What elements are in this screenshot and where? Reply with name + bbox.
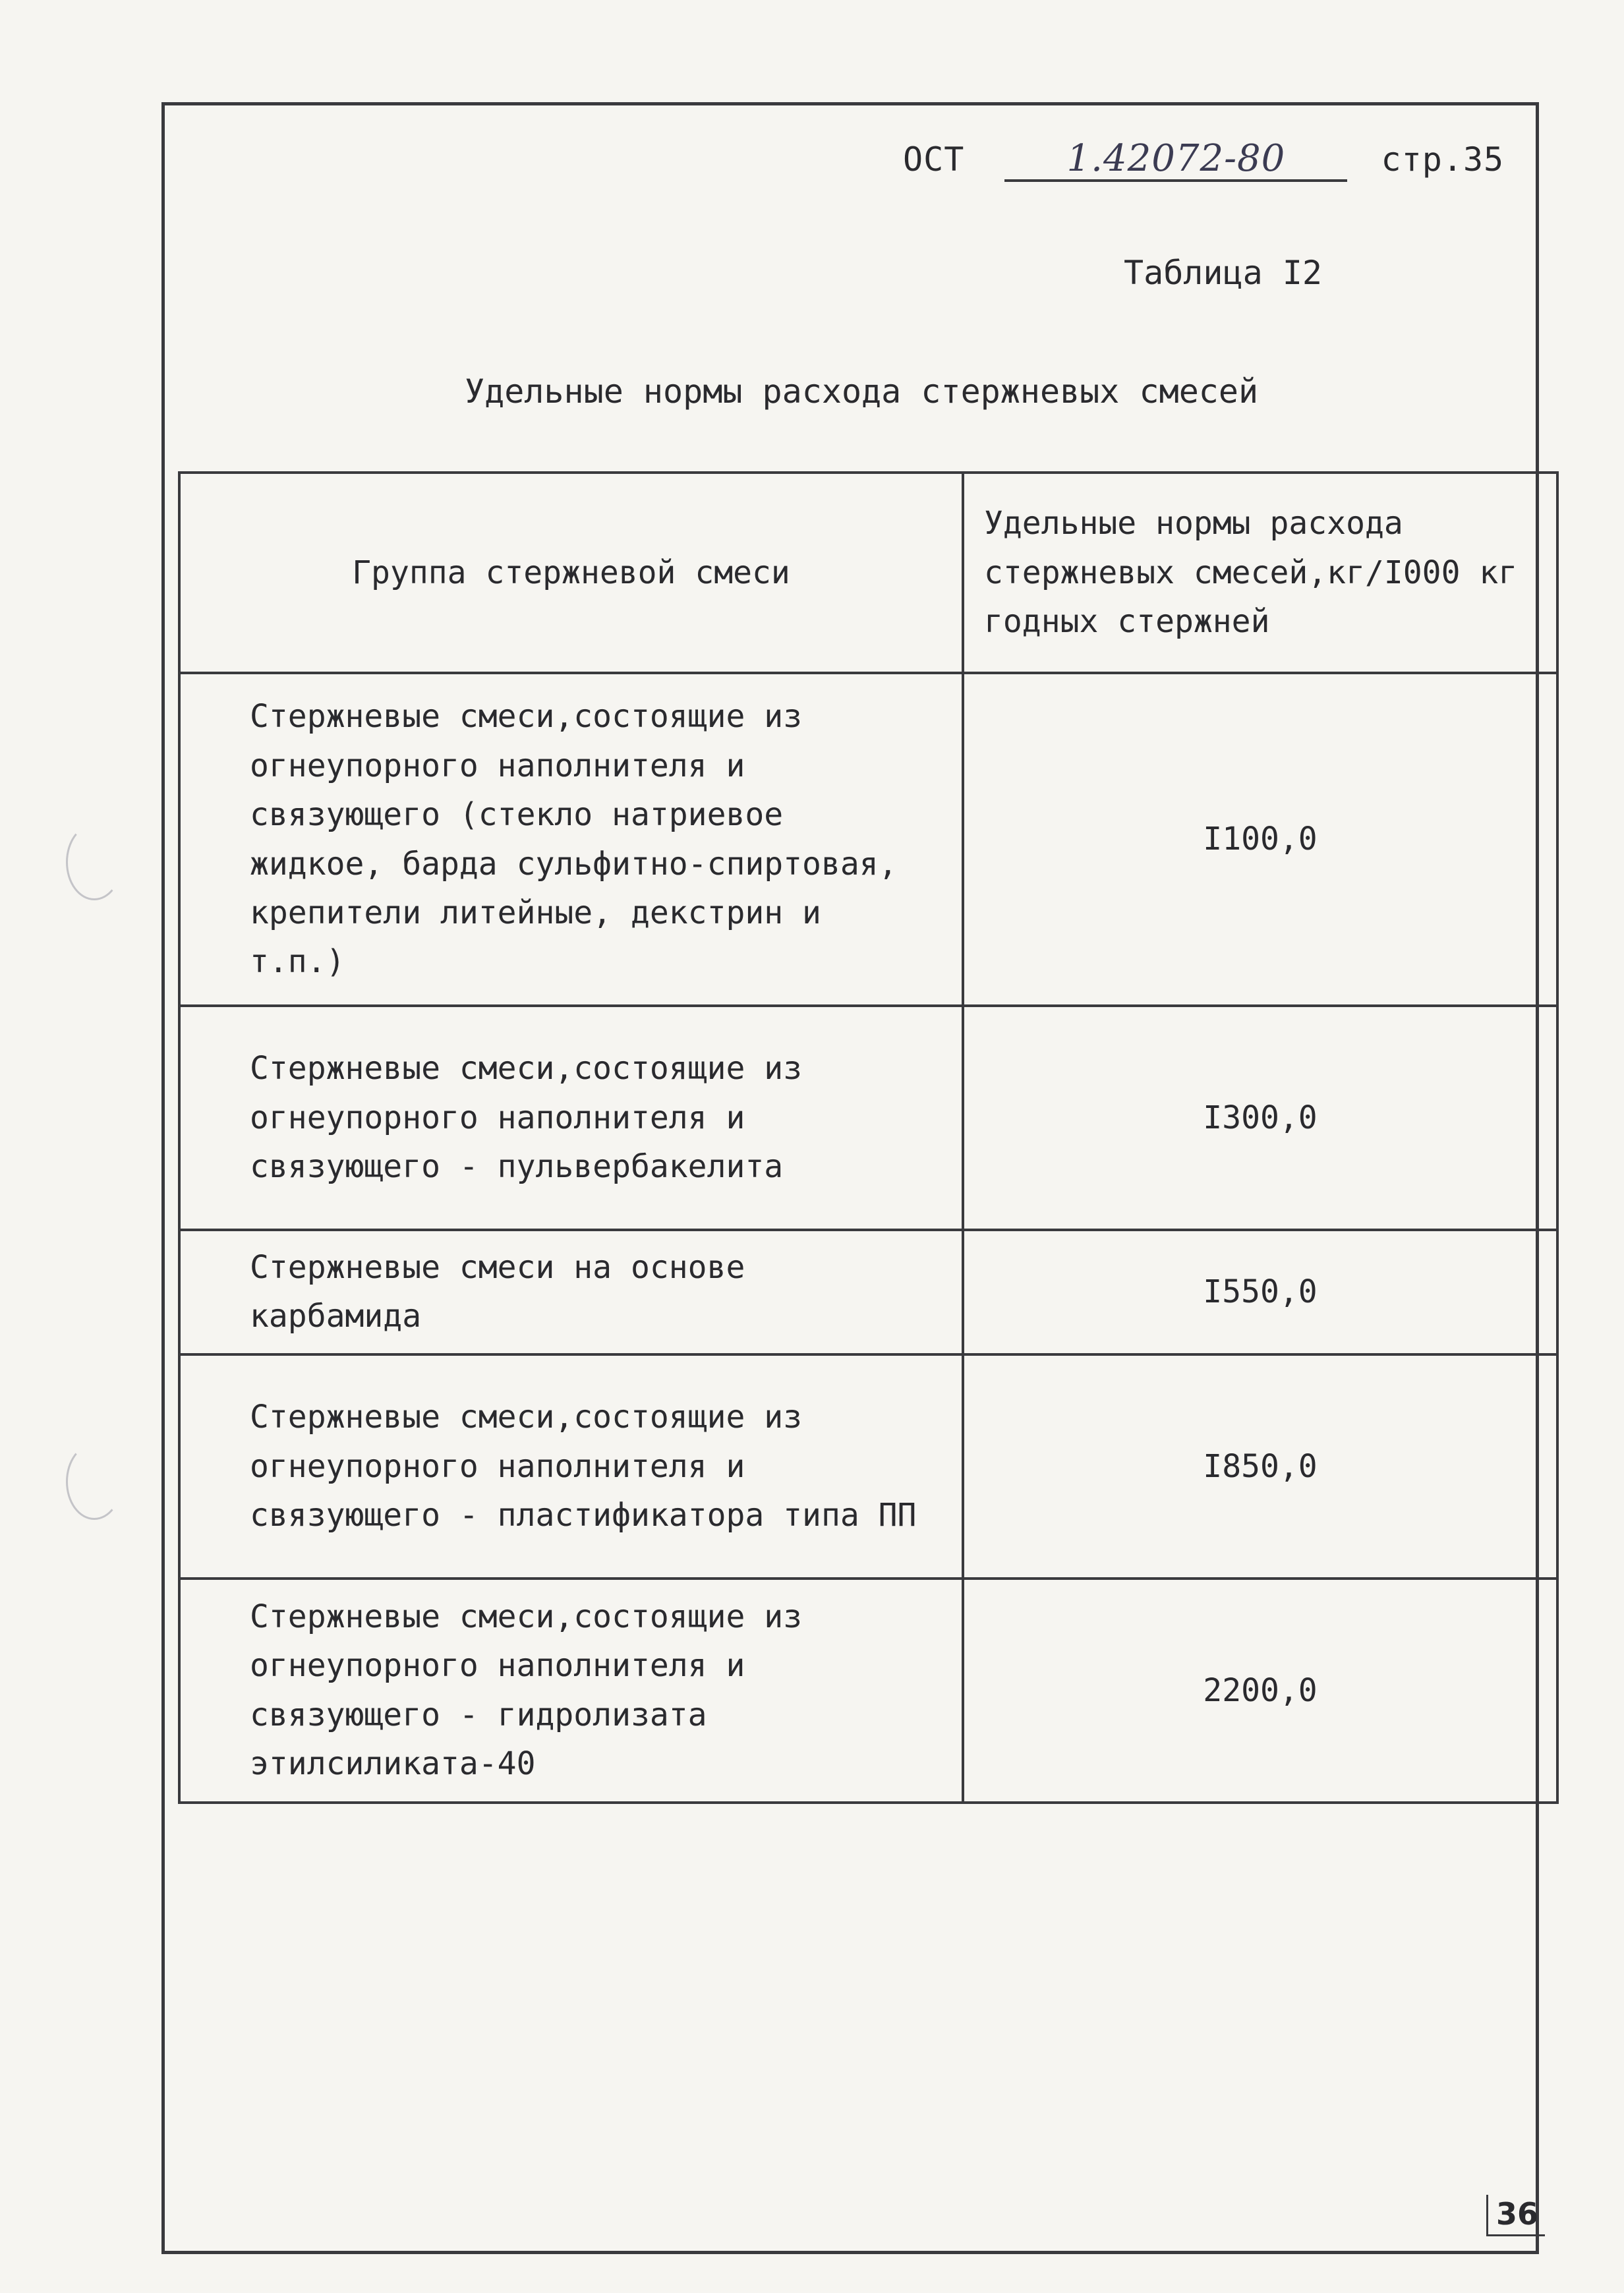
cell-norm: I300,0 (963, 1006, 1557, 1230)
cell-group: Стержневые смеси,состоящие из огнеупорного наполнителя и связующего - пульвербакелита (179, 1006, 963, 1230)
table-label: Таблица I2 (1124, 254, 1323, 292)
ost-label: ОСТ (903, 140, 965, 179)
column-header-group: Группа стержневой смеси (179, 473, 963, 673)
cell-norm: I850,0 (963, 1354, 1557, 1579)
column-header-norm: Удельные нормы расхода стержневых смесей,кг/I000 кг годных стержней (963, 473, 1557, 673)
cell-norm: I550,0 (963, 1230, 1557, 1354)
cell-norm: I100,0 (963, 673, 1557, 1006)
norms-table (178, 471, 1559, 1804)
table-row (179, 673, 1557, 1006)
table-row (179, 1354, 1557, 1579)
document-header (903, 138, 1504, 182)
cell-group: Стержневые смеси,состоящие из огнеупорного наполнителя и связующего - гидролизата этилсиликата-40 (179, 1579, 963, 1803)
binding-hole-mark (66, 824, 123, 900)
cell-group: Стержневые смеси,состоящие из огнеупорного наполнителя и связующего - пластификатора типа ПП (179, 1354, 963, 1579)
ost-number: 1.42072-80 (1004, 138, 1347, 182)
table-title: Удельные нормы расхода стержневых смесей (465, 372, 1259, 411)
cell-group: Стержневые смеси,состоящие из огнеупорного наполнителя и связующего (стекло натриевое жидкое, барда сульфитно-спиртовая, крепители литейные, декстрин и т.п.) (179, 673, 963, 1006)
cell-norm: 2200,0 (963, 1579, 1557, 1803)
table-row (179, 1230, 1557, 1354)
cell-group: Стержневые смеси на основе карбамида (179, 1230, 963, 1354)
page-label: стр.35 (1381, 140, 1505, 179)
sheet-number: 36 (1486, 2195, 1545, 2236)
table-header-row (179, 473, 1557, 673)
binding-hole-mark (66, 1443, 123, 1520)
table-row (179, 1006, 1557, 1230)
table-row (179, 1579, 1557, 1803)
